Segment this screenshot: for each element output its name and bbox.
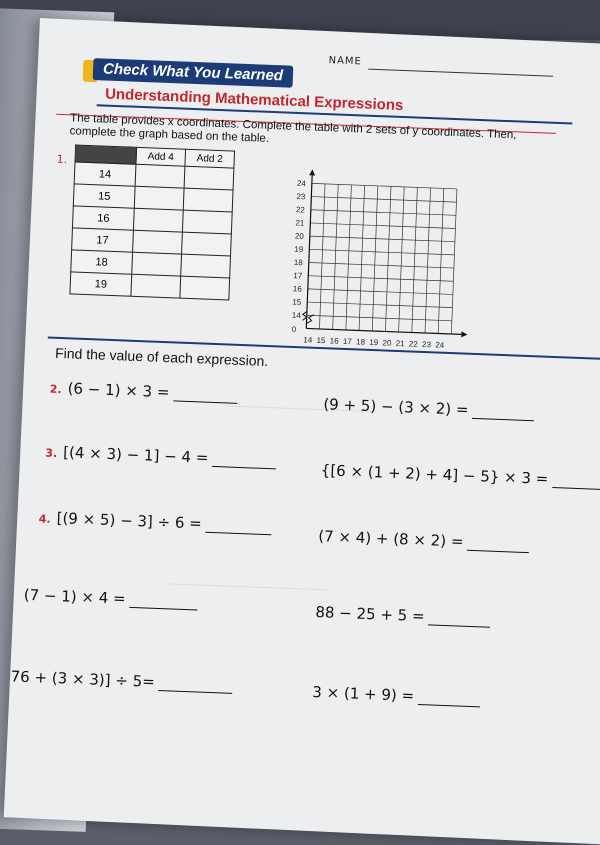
answer-blank[interactable] bbox=[158, 690, 232, 694]
answer-blank[interactable] bbox=[418, 704, 480, 707]
y-tick-label: 14 bbox=[291, 310, 301, 321]
grid-line-vertical bbox=[425, 188, 431, 333]
grid-line-vertical bbox=[346, 185, 352, 330]
y-tick-label: 20 bbox=[294, 231, 304, 241]
bleed-through-text bbox=[223, 405, 375, 472]
x-tick-label: 16 bbox=[329, 336, 339, 346]
y-tick-label: 17 bbox=[293, 271, 303, 281]
table-header-add2: Add 2 bbox=[185, 149, 235, 168]
x-axis-arrow bbox=[461, 331, 467, 337]
y-tick-label: 16 bbox=[292, 284, 302, 294]
grid-line-horizontal bbox=[309, 262, 454, 268]
expression-right bbox=[318, 527, 530, 553]
answer-cell[interactable] bbox=[181, 254, 231, 278]
expression-left bbox=[49, 379, 237, 404]
answer-cell[interactable] bbox=[135, 164, 185, 188]
grid-line-horizontal bbox=[308, 289, 453, 295]
expression-text: 3 × (1 + 9) = bbox=[311, 682, 415, 705]
table-row bbox=[70, 272, 230, 300]
answer-cell[interactable] bbox=[182, 210, 232, 234]
answer-cell[interactable] bbox=[131, 274, 181, 298]
answer-cell[interactable] bbox=[134, 186, 184, 210]
expression-text: 76 + (3 × 3)] ÷ 5= bbox=[10, 667, 156, 691]
x-tick-label: 17 bbox=[342, 336, 353, 347]
grid-line-horizontal bbox=[308, 276, 453, 282]
axis-break-zigzag bbox=[302, 311, 313, 323]
answer-blank[interactable] bbox=[472, 418, 534, 421]
y-axis-arrow bbox=[309, 169, 315, 175]
y-tick-label: 23 bbox=[296, 191, 306, 202]
answer-cell[interactable] bbox=[133, 208, 183, 232]
grid-line-vertical bbox=[412, 187, 418, 332]
x-tick-label: 22 bbox=[408, 339, 418, 349]
x-tick-label: 24 bbox=[435, 340, 445, 350]
coordinate-table bbox=[69, 144, 235, 300]
y-axis bbox=[306, 175, 312, 328]
x-value: 18 bbox=[71, 250, 133, 274]
y-tick-label: 19 bbox=[294, 244, 304, 255]
answer-cell[interactable] bbox=[182, 232, 232, 256]
answer-blank[interactable] bbox=[205, 532, 271, 536]
question-number: 2. bbox=[49, 382, 62, 397]
y-tick-label: 24 bbox=[296, 178, 307, 189]
grid-line-vertical bbox=[438, 188, 444, 333]
grid-line-horizontal bbox=[309, 249, 454, 255]
question-number: 1. bbox=[56, 152, 68, 167]
grid-line-vertical bbox=[385, 186, 391, 331]
grid-line-vertical bbox=[319, 184, 325, 329]
question-number: 4. bbox=[38, 512, 51, 526]
answer-cell[interactable] bbox=[180, 276, 230, 300]
x-tick-label: 14 bbox=[303, 335, 313, 345]
section-title: Understanding Mathematical Expressions bbox=[97, 83, 574, 124]
expression-text: {[6 × (1 + 2) + 4] − 5} × 3 = bbox=[320, 461, 549, 488]
grid-line-horizontal bbox=[307, 315, 452, 321]
expression-text: (7 × 4) + (8 × 2) = bbox=[317, 527, 464, 551]
grid-line-horizontal bbox=[310, 236, 455, 242]
expression-text: 88 − 25 + 5 = bbox=[315, 603, 425, 626]
name-label: NAME bbox=[328, 55, 363, 68]
y-tick-label: 21 bbox=[295, 218, 305, 228]
x-tick-label: 20 bbox=[382, 338, 392, 348]
expression-text: [(4 × 3) − 1] − 4 = bbox=[62, 443, 209, 467]
x-tick-label: 23 bbox=[421, 339, 432, 350]
name-field-line[interactable] bbox=[368, 69, 553, 77]
expression-left bbox=[38, 508, 272, 535]
part2-heading: Find the value of each expression. bbox=[54, 344, 269, 370]
question-number: 3. bbox=[45, 446, 58, 460]
grid-line-horizontal bbox=[307, 302, 452, 308]
x-tick-label: 19 bbox=[369, 337, 379, 348]
x-value: 17 bbox=[72, 228, 134, 252]
answer-blank[interactable] bbox=[428, 624, 490, 627]
expression-text: (7 − 1) × 4 = bbox=[23, 585, 127, 608]
x-value: 14 bbox=[74, 162, 136, 186]
answer-blank[interactable] bbox=[552, 487, 600, 490]
grid-line-vertical bbox=[399, 187, 405, 332]
y-tick-label: 15 bbox=[292, 297, 302, 307]
x-tick-label: 15 bbox=[316, 335, 326, 346]
workbook-page bbox=[4, 18, 600, 844]
x-tick-label: 21 bbox=[395, 338, 405, 349]
grid-line-horizontal bbox=[312, 183, 457, 189]
origin-label: 0 bbox=[291, 324, 297, 335]
answer-cell[interactable] bbox=[133, 230, 183, 254]
expression-text: (9 + 5) − (3 × 2) = bbox=[323, 395, 469, 419]
graph-grid[interactable] bbox=[266, 167, 493, 355]
answer-blank[interactable] bbox=[173, 400, 237, 403]
instructions: The table provides x coordinates. Complete the table with 2 sets of y coordinates. Then, complete the graph based on the table. bbox=[69, 112, 517, 145]
answer-cell[interactable] bbox=[132, 252, 182, 276]
expression-text: (6 − 1) × 3 = bbox=[67, 379, 170, 402]
grid-line-horizontal bbox=[310, 223, 455, 229]
table-header-add4: Add 4 bbox=[136, 147, 186, 166]
answer-blank[interactable] bbox=[467, 550, 529, 553]
y-tick-label: 18 bbox=[293, 257, 303, 268]
x-value: 19 bbox=[70, 272, 132, 296]
answer-cell[interactable] bbox=[184, 166, 234, 190]
bleed-through-text bbox=[165, 583, 328, 680]
grid-line-vertical bbox=[359, 185, 365, 330]
x-value: 15 bbox=[73, 184, 135, 208]
y-tick-label: 22 bbox=[295, 205, 305, 215]
grid-line-horizontal bbox=[311, 210, 456, 216]
banner-title: Check What You Learned bbox=[93, 58, 294, 88]
grid-line-vertical bbox=[372, 186, 378, 331]
answer-cell[interactable] bbox=[183, 188, 233, 212]
grid-line-vertical bbox=[451, 189, 457, 334]
grid-line-vertical bbox=[333, 184, 339, 329]
x-value: 16 bbox=[72, 206, 134, 230]
expression-right bbox=[312, 683, 480, 707]
expression-right bbox=[315, 603, 491, 628]
x-tick-label: 18 bbox=[355, 337, 366, 347]
grid-line-horizontal bbox=[311, 197, 456, 203]
coordinate-graph[interactable] bbox=[266, 167, 493, 355]
expression-text: [(9 × 5) − 3] ÷ 6 = bbox=[56, 509, 203, 533]
